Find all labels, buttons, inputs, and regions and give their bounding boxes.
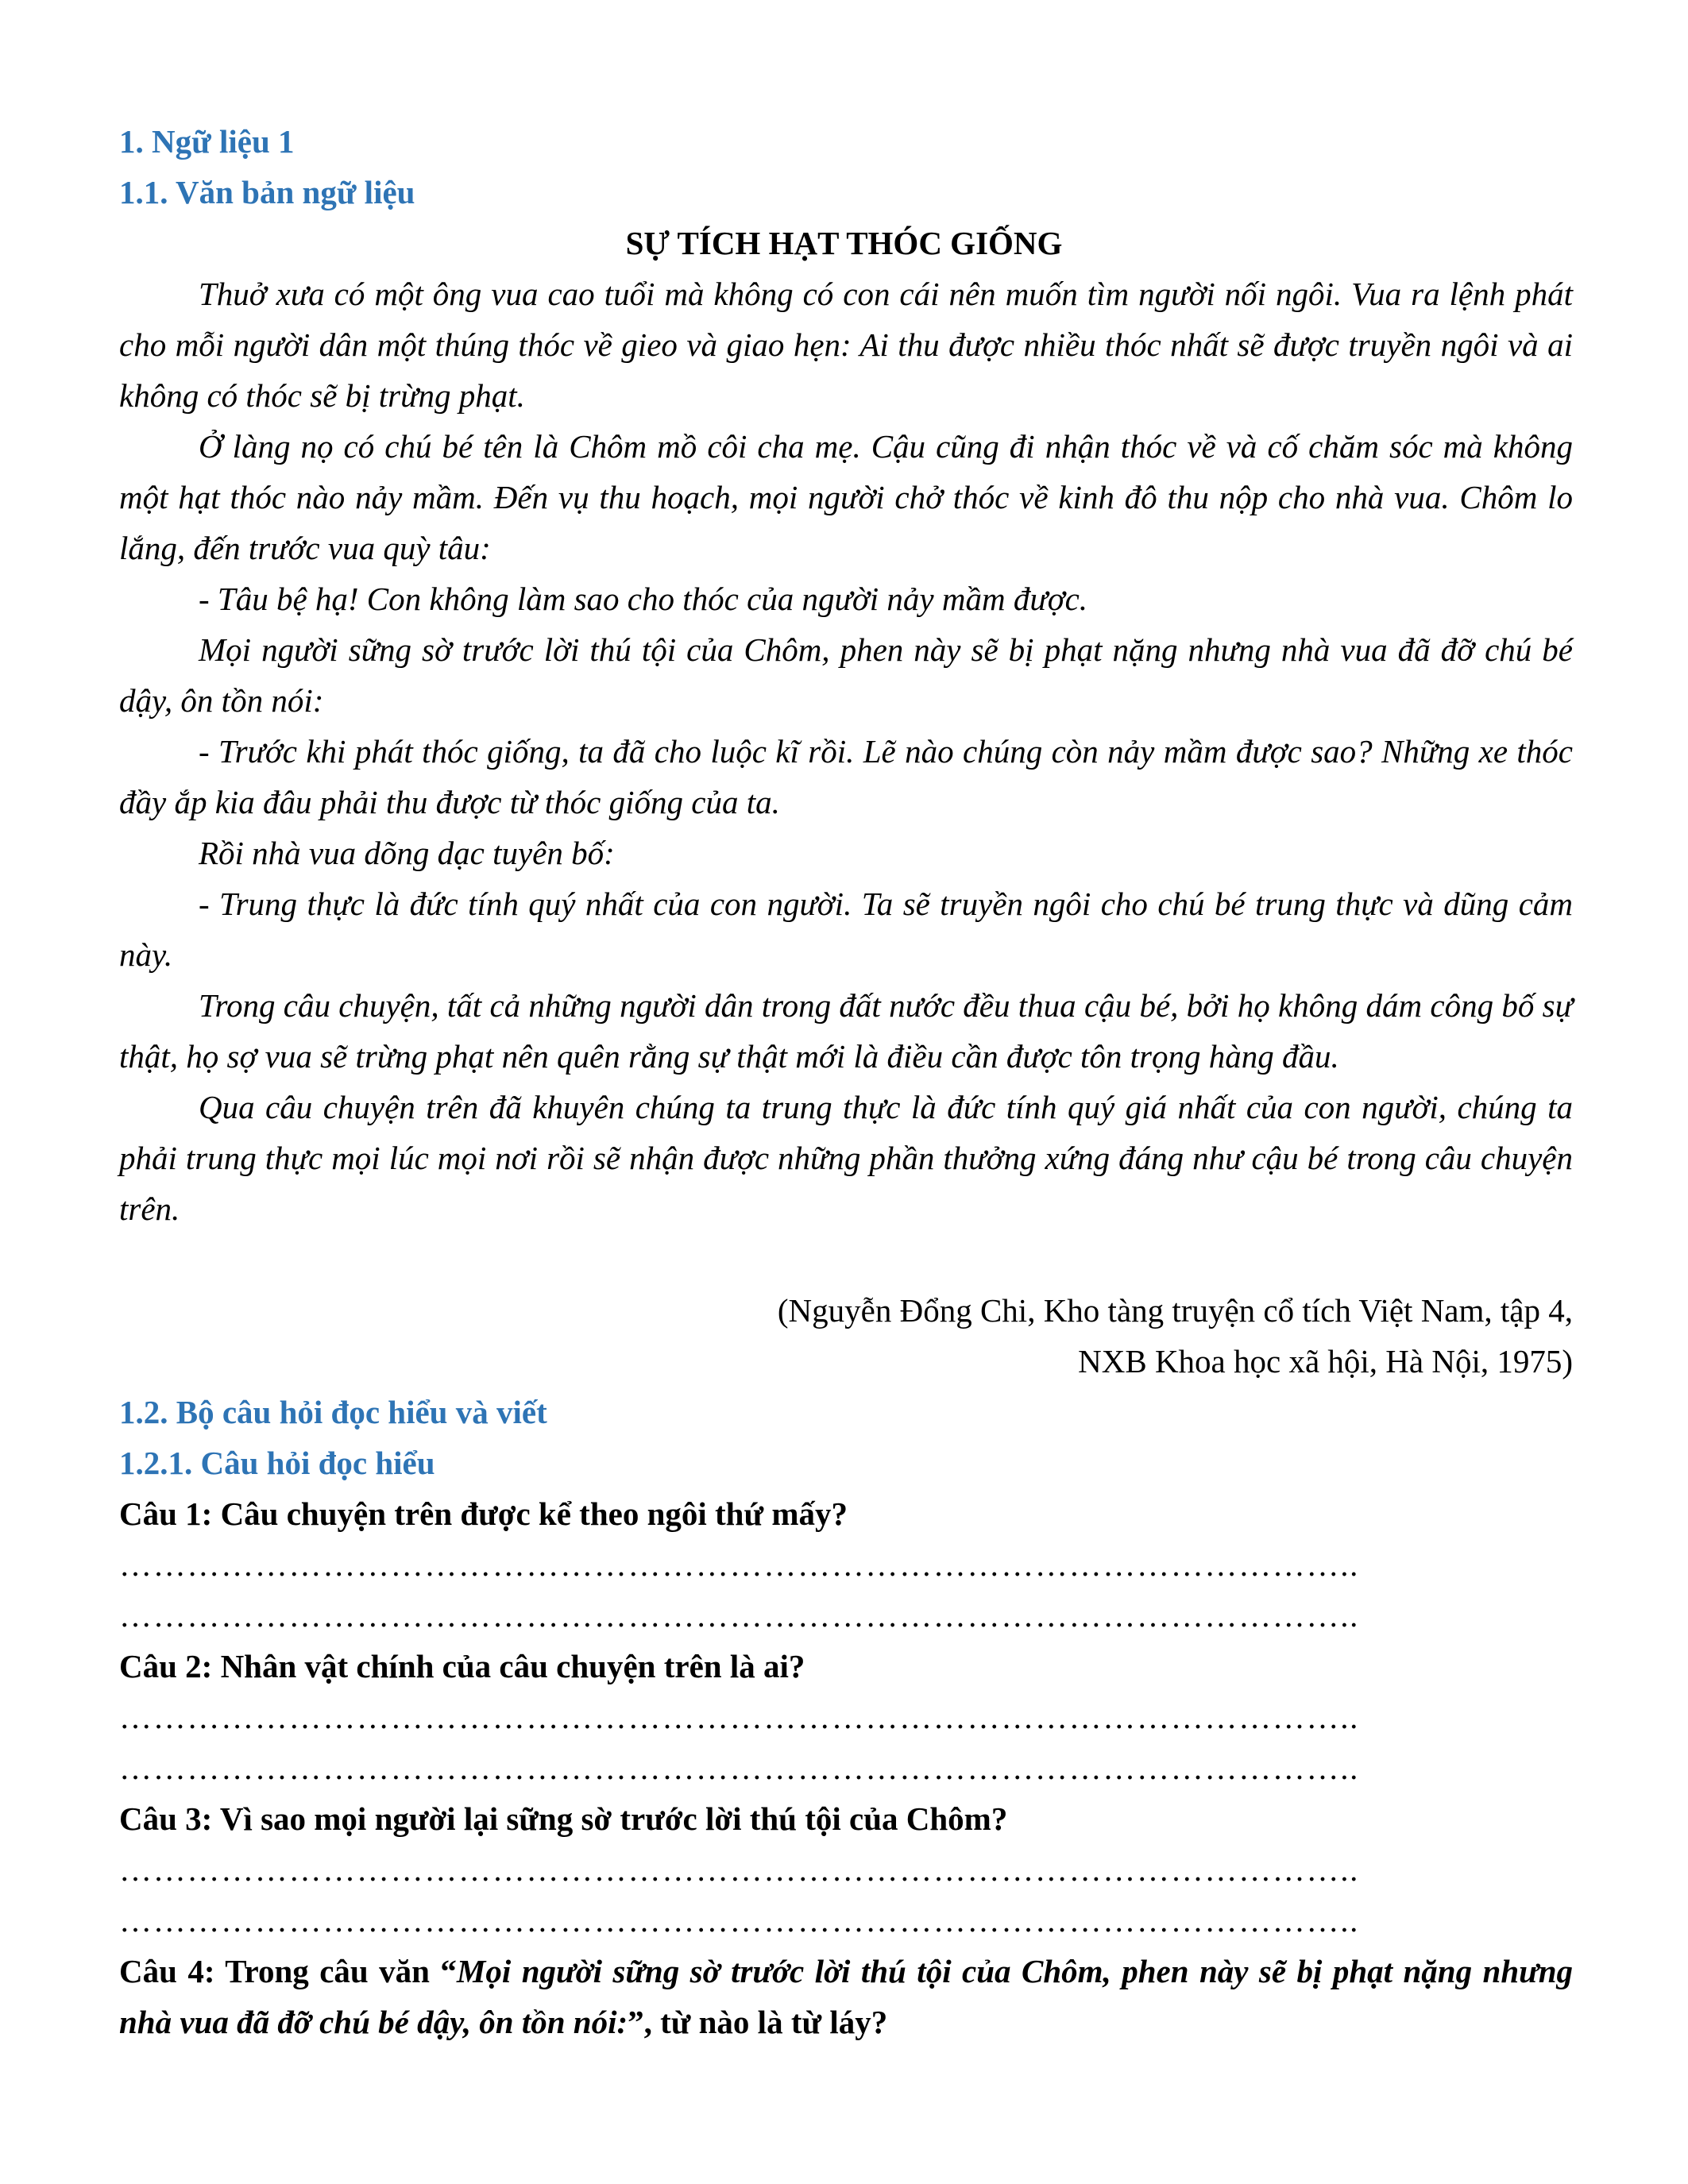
story-paragraph: Thuở xưa có một ông vua cao tuổi mà không có con cái nên muốn tìm người nối ngôi. Vua ra lệnh phát cho mỗi người dân một thúng thóc về gieo và giao hẹn: Ai thu được nhiều thóc nhất sẽ được truyền ngôi và ai không có thóc sẽ bị trừng phạt. [119, 276, 1573, 414]
story-title: SỰ TÍCH HẠT THÓC GIỐNG [625, 225, 1063, 261]
question-4 [119, 1946, 1573, 2047]
story-body [119, 268, 1573, 1234]
story-paragraph: Mọi người sững sờ trước lời thú tội của Chôm, phen này sẽ bị phạt nặng nhưng nhà vua đã đỡ chú bé dậy, ôn tồn nói: [119, 631, 1573, 719]
answer-line[interactable]: ……………………………………………………………………………………………….. [119, 1699, 1360, 1735]
answer-line[interactable]: ……………………………………………………………………………………………….. [119, 1597, 1360, 1634]
story-paragraph: Qua câu chuyện trên đã khuyên chúng ta trung thực là đức tính quý giá nhất của con người, chúng ta phải trung thực mọi lúc mọi nơi rồi sẽ nhận được những phần thưởng xứng đáng như cậu bé trong câu chuyện trên. [119, 1089, 1573, 1227]
story-paragraph: Ở làng nọ có chú bé tên là Chôm mồ côi cha mẹ. Cậu cũng đi nhận thóc về và cố chăm sóc mà không một hạt thóc nào nảy mầm. Đến vụ thu hoạch, mọi người chở thóc về kinh đô thu nộp cho nhà vua. Chôm lo lắng, đến trước vua quỳ tâu: [119, 428, 1573, 566]
answer-line[interactable]: ……………………………………………………………………………………………….. [119, 1902, 1360, 1939]
heading-van-ban-ngu-lieu: 1.1. Văn bản ngữ liệu [119, 174, 415, 210]
source-citation-line1: (Nguyễn Đổng Chi, Kho tàng truyện cổ tích Việt Nam, tập 4, [777, 1292, 1573, 1329]
heading-cau-hoi-doc-hieu: 1.2.1. Câu hỏi đọc hiểu [119, 1445, 435, 1481]
question-4-quote: Mọi người sững sờ trước lời thú tội của Chôm, phen này sẽ bị phạt nặng nhưng nhà vua đã đỡ chú bé dậy, ôn tồn nói: [119, 1953, 1573, 2040]
question-4-prefix: Câu 4: Trong câu văn “ [119, 1953, 457, 1989]
answer-line[interactable]: ……………………………………………………………………………………………….. [119, 1546, 1360, 1583]
answer-line[interactable]: ……………………………………………………………………………………………….. [119, 1750, 1360, 1786]
heading-bo-cau-hoi: 1.2. Bộ câu hỏi đọc hiểu và viết [119, 1394, 547, 1430]
heading-ngu-lieu-1: 1. Ngữ liệu 1 [119, 123, 295, 160]
story-dialogue: - Trung thực là đức tính quý nhất của con người. Ta sẽ truyền ngôi cho chú bé trung thực và dũng cảm này. [119, 886, 1573, 973]
question-2: Câu 2: Nhân vật chính của câu chuyện trên là ai? [119, 1648, 805, 1684]
question-3: Câu 3: Vì sao mọi người lại sững sờ trước lời thú tội của Chôm? [119, 1800, 1008, 1837]
answer-line[interactable]: ……………………………………………………………………………………………….. [119, 1851, 1360, 1888]
question-4-suffix: ”, từ nào là từ láy? [628, 2004, 888, 2040]
question-1: Câu 1: Câu chuyện trên được kể theo ngôi thứ mấy? [119, 1495, 848, 1532]
story-paragraph: Trong câu chuyện, tất cả những người dân trong đất nước đều thua cậu bé, bởi họ không dám công bố sự thật, họ sợ vua sẽ trừng phạt nên quên rằng sự thật mới là điều cần được tôn trọng hàng đầu. [119, 987, 1573, 1075]
source-citation-line2: NXB Khoa học xã hội, Hà Nội, 1975) [1078, 1343, 1573, 1379]
story-paragraph: Rồi nhà vua dõng dạc tuyên bố: [199, 835, 615, 871]
story-dialogue: - Trước khi phát thóc giống, ta đã cho luộc kĩ rồi. Lẽ nào chúng còn nảy mầm được sao? Những xe thóc đầy ắp kia đâu phải thu được từ thóc giống của ta. [119, 733, 1573, 820]
story-dialogue: - Tâu bệ hạ! Con không làm sao cho thóc của người nảy mầm được. [199, 581, 1088, 617]
